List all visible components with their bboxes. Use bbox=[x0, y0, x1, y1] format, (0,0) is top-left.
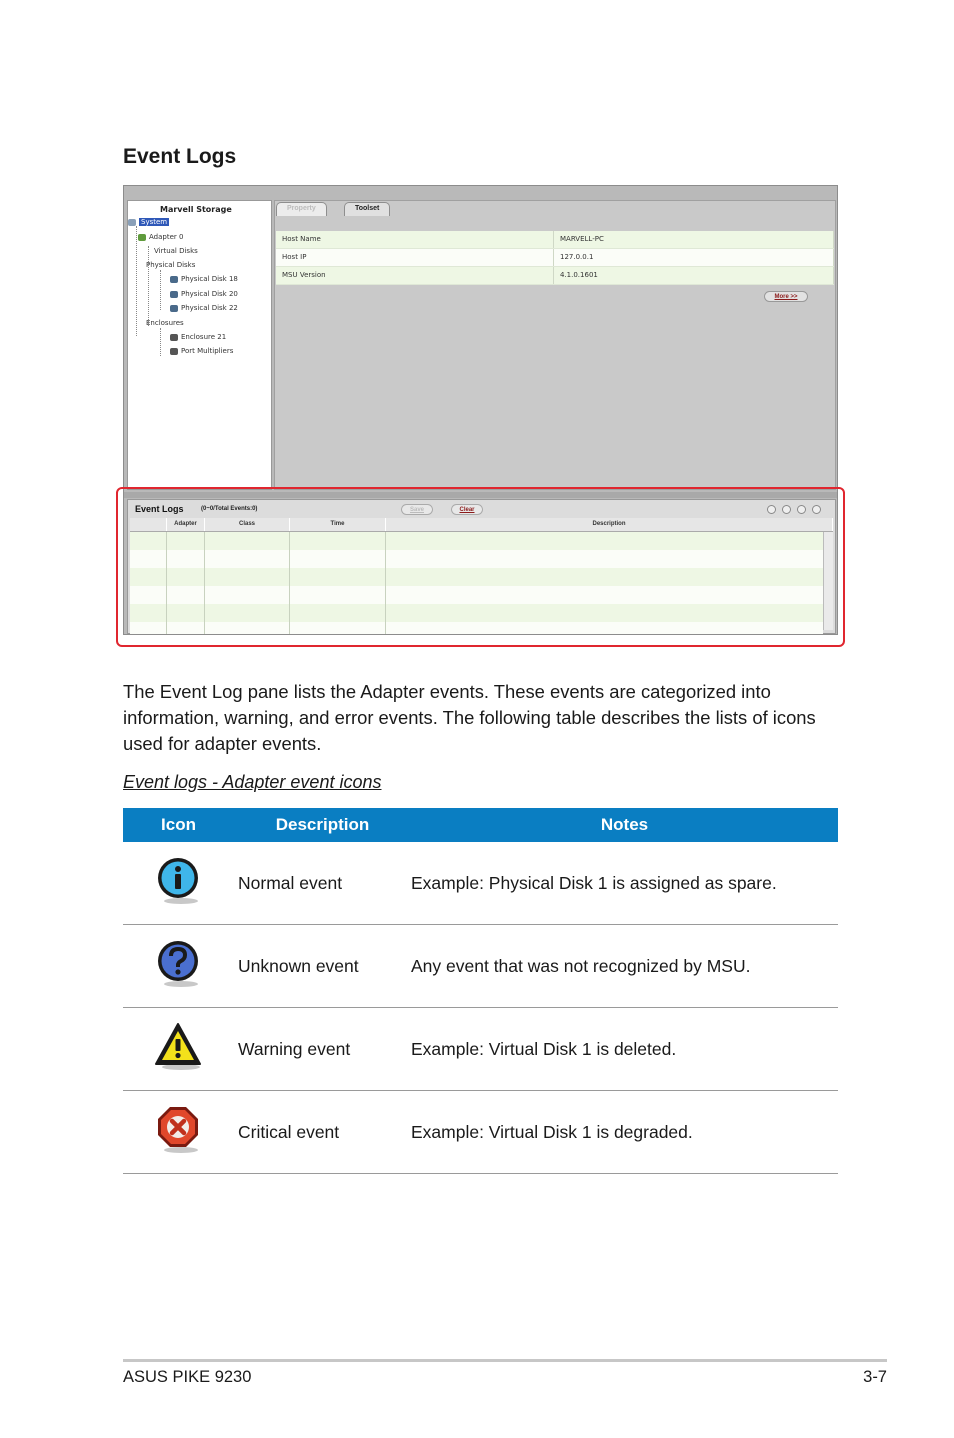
computer-icon bbox=[128, 219, 136, 226]
table-header-row bbox=[123, 808, 838, 842]
footer-divider bbox=[123, 1359, 887, 1362]
tree-item-physical-disk[interactable]: Physical Disk 22 bbox=[170, 304, 238, 312]
event-notes: Example: Physical Disk 1 is assigned as spare. bbox=[411, 842, 838, 925]
footer-product: ASUS PIKE 9230 bbox=[123, 1368, 252, 1386]
tab-property[interactable]: Property bbox=[276, 202, 327, 216]
description-paragraph: The Event Log pane lists the Adapter events. These events are categorized into information, warning, and error events. The following table describes the lists of icons used for adapter events. bbox=[123, 681, 816, 754]
tree-item-physical-disk[interactable]: Physical Disk 18 bbox=[170, 275, 238, 283]
column-header-adapter[interactable]: Adapter bbox=[167, 518, 205, 531]
tree-item-enclosures[interactable]: Enclosures bbox=[146, 319, 184, 327]
tree-item-system[interactable]: System bbox=[128, 218, 169, 226]
event-description: Warning event bbox=[234, 1008, 411, 1091]
event-notes: Example: Virtual Disk 1 is deleted. bbox=[411, 1008, 838, 1091]
tree-item-enclosure[interactable]: Enclosure 21 bbox=[170, 333, 226, 341]
column-header-time[interactable]: Time bbox=[290, 518, 386, 531]
tree-item-physical-disks[interactable]: Physical Disks bbox=[146, 261, 196, 269]
event-notes: Example: Virtual Disk 1 is degraded. bbox=[411, 1091, 838, 1174]
tab-toolset[interactable]: Toolset bbox=[344, 202, 390, 216]
property-row: Host IP 127.0.0.1 bbox=[276, 249, 834, 267]
warning-icon bbox=[154, 1022, 204, 1072]
column-header-icon: Icon bbox=[123, 808, 234, 842]
disk-icon bbox=[170, 276, 178, 283]
tree-item-physical-disk[interactable]: Physical Disk 20 bbox=[170, 290, 238, 298]
tree-title: Marvell Storage bbox=[160, 205, 232, 214]
event-log-highlight bbox=[116, 487, 845, 647]
event-description: Normal event bbox=[234, 842, 411, 925]
event-icons-table bbox=[123, 808, 838, 1174]
enclosure-icon bbox=[170, 334, 178, 341]
tree-item-port-multipliers[interactable]: Port Multipliers bbox=[170, 347, 233, 355]
event-count: (0~0/Total Events:0) bbox=[201, 506, 258, 512]
tree-item-adapter[interactable]: Adapter 0 bbox=[138, 233, 183, 241]
more-button[interactable]: More >> bbox=[764, 291, 808, 302]
table-caption: Event logs - Adapter event icons bbox=[123, 772, 382, 792]
column-header-description: Description bbox=[234, 808, 411, 842]
event-log-title: Event Logs bbox=[135, 504, 184, 514]
column-header-notes: Notes bbox=[411, 808, 838, 842]
event-description: Unknown event bbox=[234, 925, 411, 1008]
adapter-icon bbox=[138, 234, 146, 241]
property-row: MSU Version 4.1.0.1601 bbox=[276, 267, 834, 285]
property-row: Host Name MARVELL-PC bbox=[276, 231, 834, 249]
question-icon bbox=[154, 939, 204, 989]
save-button[interactable]: Save bbox=[401, 504, 433, 515]
event-description: Critical event bbox=[234, 1091, 411, 1174]
table-row bbox=[123, 925, 838, 1008]
port-multiplier-icon bbox=[170, 348, 178, 355]
column-header-class[interactable]: Class bbox=[205, 518, 290, 531]
disk-icon bbox=[170, 291, 178, 298]
column-header-description[interactable]: Description bbox=[386, 518, 833, 531]
clear-button[interactable]: Clear bbox=[451, 504, 483, 515]
event-notes: Any event that was not recognized by MSU. bbox=[411, 925, 838, 1008]
critical-icon bbox=[154, 1105, 204, 1155]
tree-item-virtual-disks[interactable]: Virtual Disks bbox=[154, 247, 198, 255]
section-title: Event Logs bbox=[123, 145, 237, 168]
disk-icon bbox=[170, 305, 178, 312]
table-row bbox=[123, 1091, 838, 1174]
info-icon bbox=[154, 856, 204, 906]
page-number: 3-7 bbox=[863, 1368, 887, 1386]
table-row bbox=[123, 1008, 838, 1091]
table-row bbox=[123, 842, 838, 925]
property-table bbox=[276, 231, 834, 285]
device-tree-panel bbox=[127, 200, 272, 490]
